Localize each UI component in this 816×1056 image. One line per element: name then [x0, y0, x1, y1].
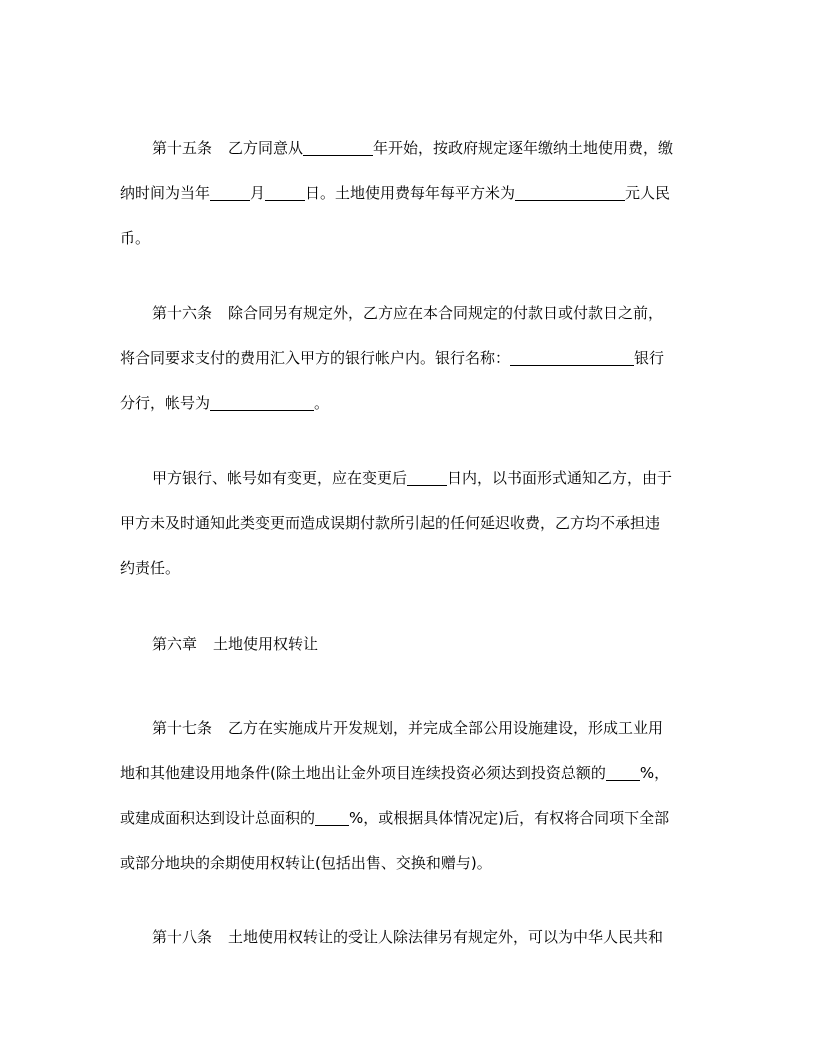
investment-percent-blank — [606, 764, 640, 781]
article-17-line-1: 第十七条 乙方在实施成片开发规划，并完成全部公用设施建设，形成工业用 — [152, 719, 664, 737]
article-16-line-1: 第十六条 除合同另有规定外，乙方应在本合同规定的付款日或付款日之前， — [152, 304, 664, 322]
article-17-line-4: 或部分地块的余期使用权转让(包括出售、交换和赠与)。 — [120, 854, 492, 872]
article-17-heading: 第十七条 — [152, 719, 213, 737]
bank-change-line-2: 甲方未及时通知此类变更而造成误期付款所引起的任何延迟收费，乙方均不承担违 — [120, 514, 661, 532]
article-17-line-3: 或建成面积达到设计总面积的 %，或根据具体情况定)后，有权将合同项下全部 — [120, 809, 670, 827]
chapter-6-heading — [120, 622, 696, 667]
article-15-heading: 第十五条 — [152, 139, 213, 157]
article-16 — [120, 291, 696, 426]
chapter-number: 第六章 — [152, 635, 198, 653]
start-year-blank — [303, 139, 373, 156]
bank-change-line-3: 约责任。 — [120, 559, 181, 577]
area-percent-blank — [315, 809, 349, 826]
article-17 — [120, 706, 696, 886]
account-number-blank — [210, 394, 314, 411]
article-15-line-3: 币。 — [120, 229, 151, 247]
article-15-line-2: 纳时间为当年 月 日。土地使用费每年每平方米为 元人民 — [120, 184, 671, 202]
article-15 — [120, 126, 696, 261]
month-blank — [210, 184, 250, 201]
article-16-line-2: 将合同要求支付的费用汇入甲方的银行帐户内。银行名称： 银行 — [120, 349, 665, 367]
notice-days-blank — [407, 469, 447, 486]
article-17-line-2: 地和其他建设用地条件(除土地出让金外项目连续投资必须达到投资总额的 %， — [120, 764, 670, 782]
article-15-line-1: 第十五条 乙方同意从 年开始，按政府规定逐年缴纳土地使用费，缴 — [152, 139, 674, 157]
article-18 — [120, 915, 696, 960]
article-16-heading: 第十六条 — [152, 304, 213, 322]
article-18-heading: 第十八条 — [152, 928, 213, 946]
bank-name-blank — [510, 349, 634, 366]
fee-amount-blank — [515, 184, 625, 201]
day-blank — [265, 184, 305, 201]
article-16-line-3: 分行，帐号为 。 — [120, 394, 330, 412]
bank-change-line-1: 甲方银行、帐号如有变更，应在变更后 日内，以书面形式通知乙方，由于 — [152, 469, 673, 487]
bank-change-paragraph — [120, 456, 696, 591]
article-18-line-1: 第十八条 土地使用权转让的受让人除法律另有规定外，可以为中华人民共和 — [152, 928, 664, 946]
chapter-title: 土地使用权转让 — [213, 635, 319, 653]
